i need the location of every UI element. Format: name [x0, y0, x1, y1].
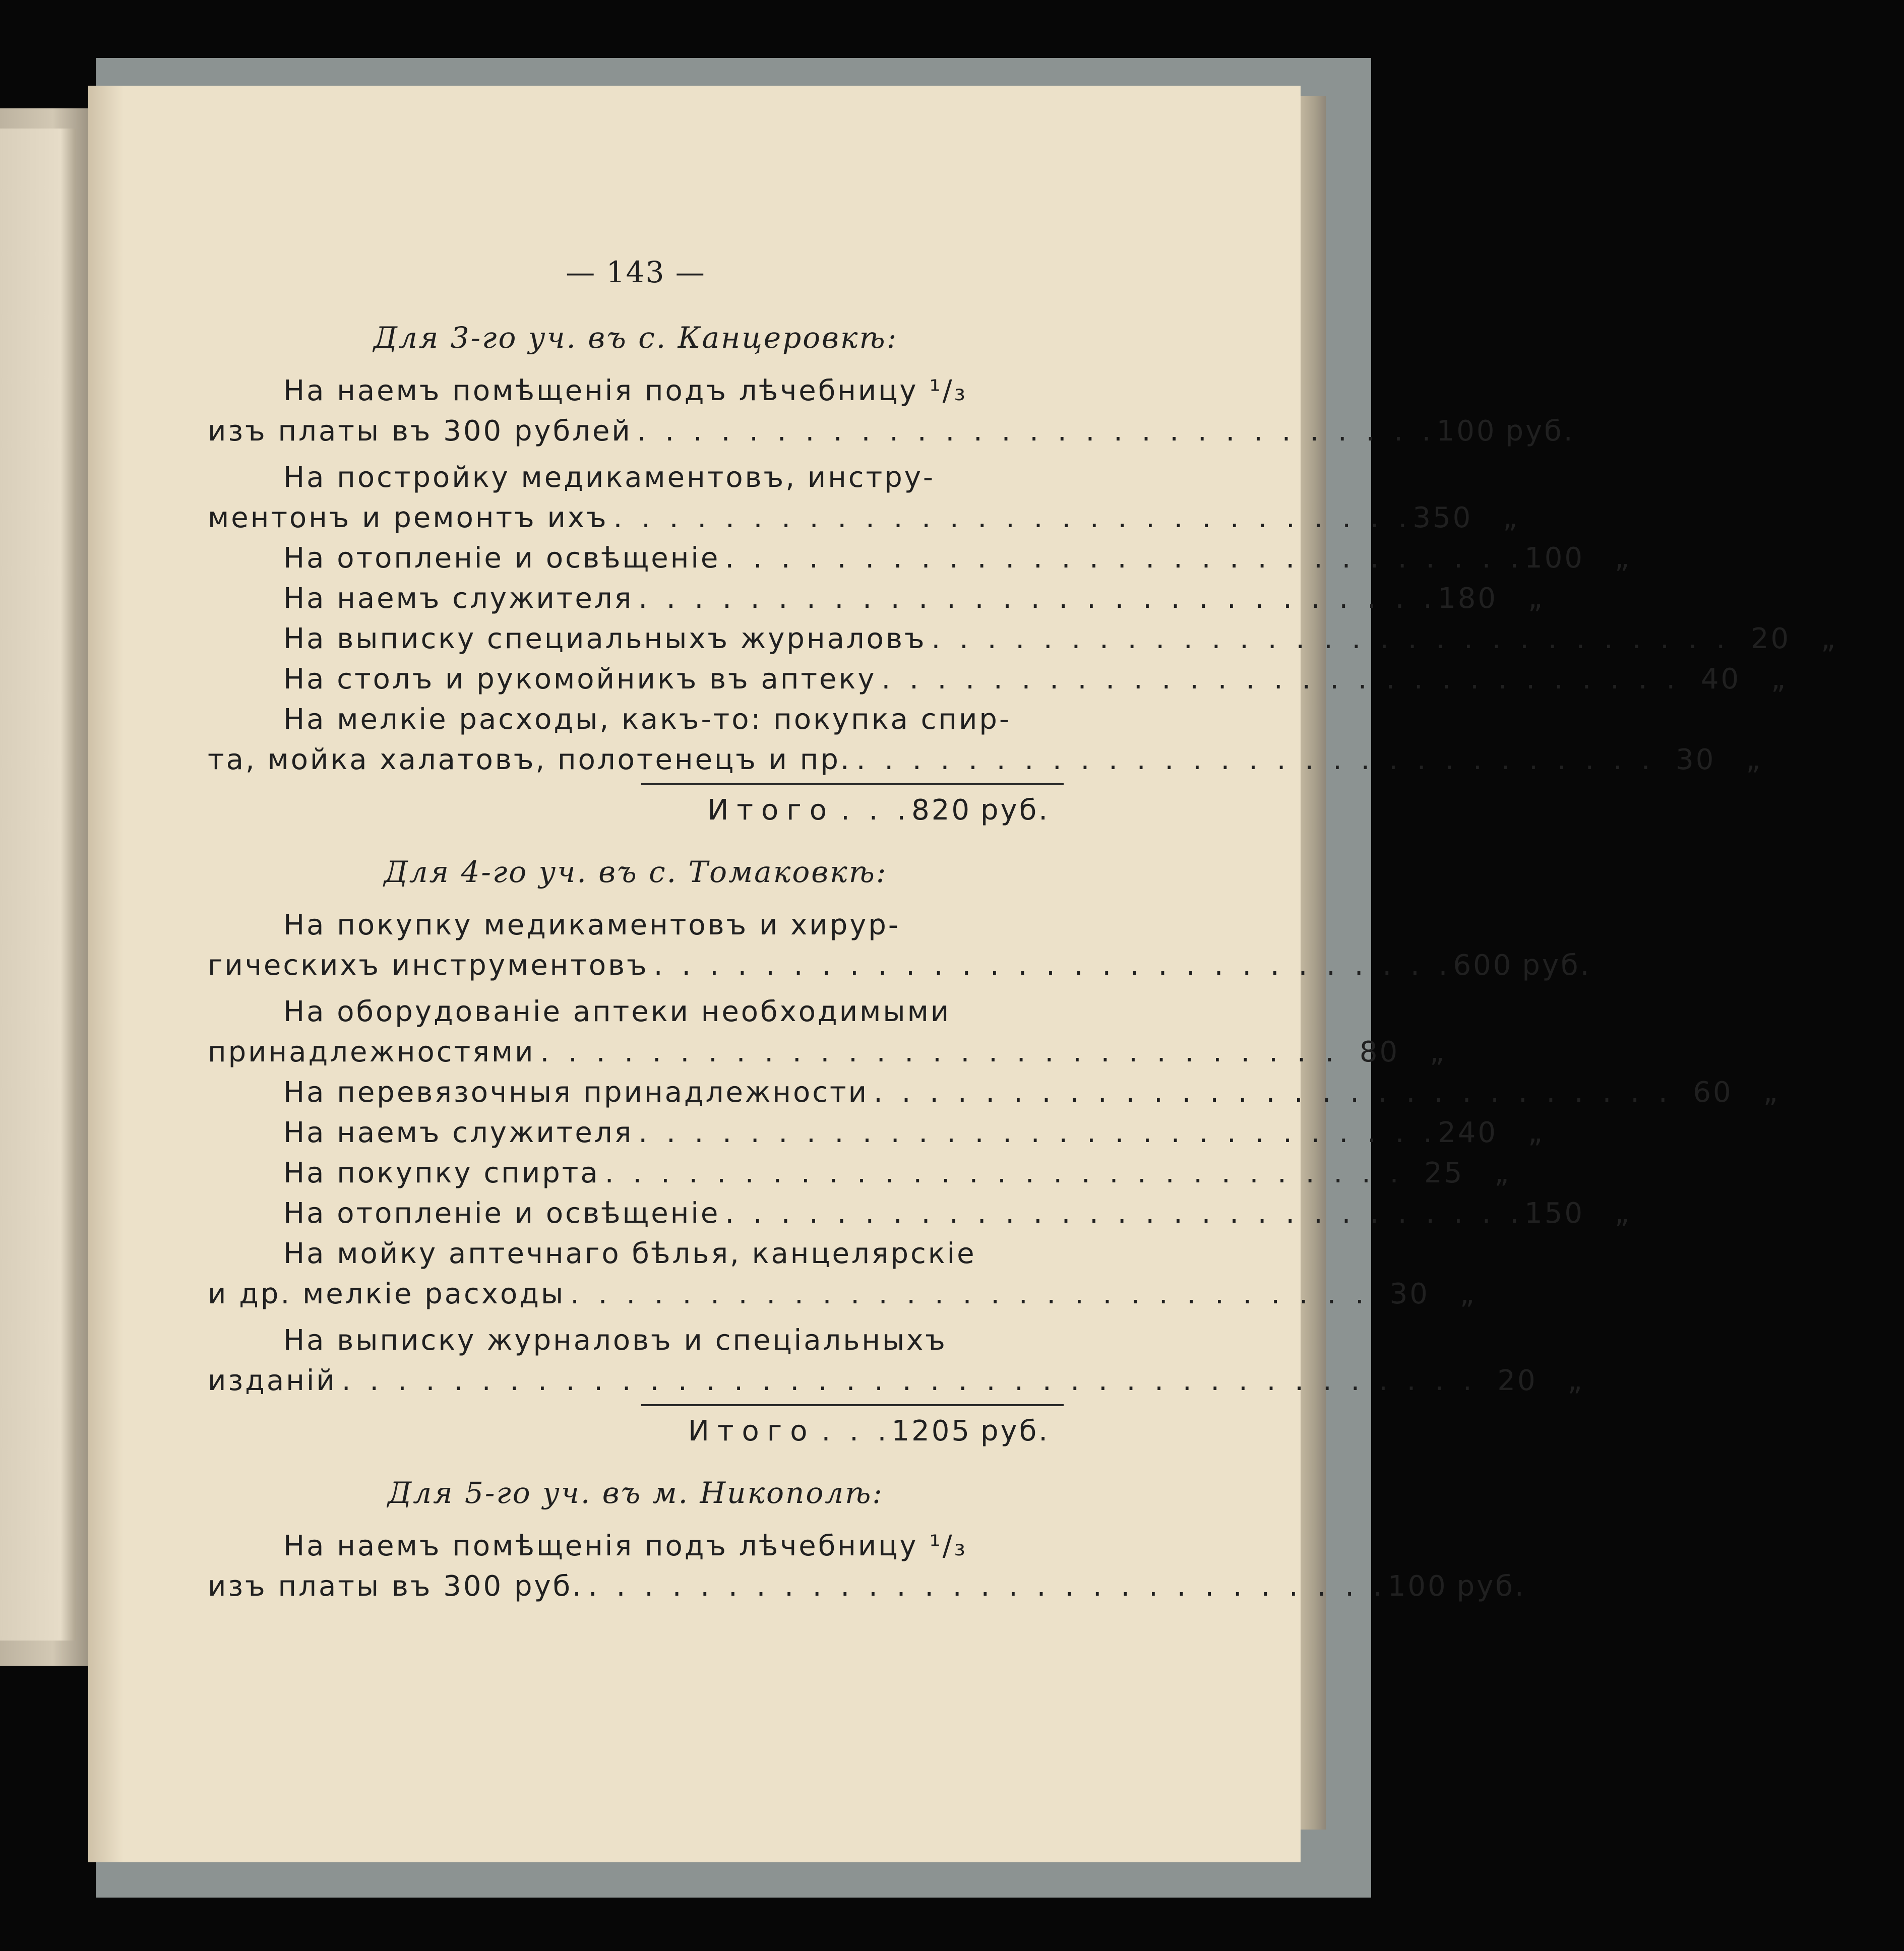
expense-amount: 240: [1438, 1116, 1498, 1149]
expense-amount: 60: [1693, 1076, 1733, 1109]
leader-dots: . . . . . . . . . . . . . . . . . . . . . . . . . . . . .: [570, 1278, 1369, 1310]
currency-unit: руб.: [980, 794, 1050, 827]
expense-amount: 30: [1389, 1278, 1430, 1310]
leader-dots: . . .: [821, 1415, 892, 1447]
leader-dots: . . . . . . . . . . . . . . . . . . . . . . . . . . . . .: [856, 743, 1655, 776]
expense-first-line: На наемъ помѣщенія подъ лѣчебницу ¹/₃: [283, 374, 968, 407]
expense-label: и др. мелкіе расходы: [208, 1278, 566, 1310]
expense-line: [208, 1113, 1545, 1153]
leader-dots: . . . . . . . . . . . . . . . . . . . . . . . . . . . . . . . . . . . . . . . . .: [341, 1364, 1477, 1397]
expense-amount: 40: [1700, 663, 1741, 696]
expense-line: [208, 1566, 1526, 1607]
expense-amount: 25: [1424, 1157, 1464, 1189]
expense-first-line: На оборудованіе аптеки необходимыми: [283, 995, 951, 1028]
expense-label: та, мойка халатовъ, полотенецъ и пр.: [208, 743, 851, 776]
expense-line: [208, 1274, 1477, 1314]
expense-amount: 150: [1524, 1197, 1585, 1230]
expense-label: На отопленіе и освѣщеніе: [283, 542, 720, 575]
expense-amount: 30: [1676, 743, 1716, 776]
expense-line: [208, 1153, 1511, 1193]
ditto-mark: „: [1746, 743, 1763, 776]
expense-label: изданій: [208, 1364, 337, 1397]
expense-amount: 20: [1497, 1364, 1538, 1397]
currency-unit: руб.: [1456, 1570, 1526, 1603]
leader-dots: . . . . . . . . . . . . . . . . . . . . . . . . . . . . .: [725, 542, 1524, 575]
expense-item: [208, 1526, 1064, 1566]
expense-first-line: На наемъ помѣщенія подъ лѣчебницу ¹/₃: [283, 1530, 968, 1562]
expense-label: гическихъ инструментовъ: [208, 949, 649, 982]
expense-first-line: На мойку аптечнаго бѣлья, канцелярскіе: [283, 1237, 976, 1270]
expense-label: изъ платы въ 300 руб.: [208, 1570, 583, 1603]
expense-item: [208, 1234, 1064, 1274]
leader-dots: . . .: [840, 794, 911, 827]
section-heading: Для 5-го уч. въ м. Никополѣ:: [388, 1476, 884, 1510]
expense-item: [208, 700, 1064, 740]
expense-amount: 180: [1438, 582, 1498, 615]
ditto-mark: „: [1459, 1278, 1477, 1310]
expense-label: На наемъ служителя: [283, 1116, 634, 1149]
page-gutter-shadow: [88, 86, 124, 1862]
ditto-mark: „: [1615, 1197, 1632, 1230]
expense-item: [208, 992, 1064, 1032]
expense-amount: 80: [1359, 1036, 1400, 1068]
expense-item: [208, 905, 1064, 946]
expense-amount: 100: [1524, 542, 1585, 575]
leader-dots: . . . . . . . . . . . . . . . . . . . . . . . . . . . . .: [874, 1076, 1673, 1109]
leader-dots: . . . . . . . . . . . . . . . . . . . . . . . . . . . . .: [588, 1570, 1387, 1603]
ditto-mark: „: [1528, 1116, 1545, 1149]
expense-line: [208, 1073, 1780, 1113]
leader-dots: . . . . . . . . . . . . . . . . . . . . . . . . . . . . .: [931, 622, 1731, 655]
expense-first-line: На постройку медикаментовъ, инстру-: [283, 461, 936, 494]
total-label: Итого: [707, 794, 835, 827]
leader-dots: . . . . . . . . . . . . . . . . . . . . . . . . . . . . .: [638, 1116, 1437, 1149]
page-text: [208, 252, 1838, 1607]
ditto-mark: „: [1528, 582, 1545, 615]
expense-line: [208, 619, 1838, 659]
expense-label: На покупку спирта: [283, 1157, 600, 1189]
expense-amount: 350: [1412, 501, 1473, 534]
currency-unit: руб.: [1505, 415, 1575, 448]
section-total: [208, 790, 1064, 831]
leader-dots: . . . . . . . . . . . . . . . . . . . . . . . . . . . . .: [881, 663, 1681, 696]
expense-line: [208, 1193, 1632, 1234]
expense-line: [208, 946, 1591, 986]
page-number: — 143 —: [566, 255, 706, 289]
expense-label: На выписку специальныхъ журналовъ: [283, 622, 927, 655]
expense-label: принадлежностями: [208, 1036, 535, 1068]
expense-item: [208, 458, 1064, 498]
ditto-mark: „: [1771, 663, 1788, 696]
leader-dots: . . . . . . . . . . . . . . . . . . . . . . . . . . . . .: [653, 949, 1453, 982]
expense-label: На отопленіе и освѣщеніе: [283, 1197, 720, 1230]
ditto-mark: „: [1503, 501, 1520, 534]
expense-item: [208, 371, 1064, 411]
ditto-mark: „: [1494, 1157, 1511, 1189]
leader-dots: . . . . . . . . . . . . . . . . . . . . . . . . . . . . .: [613, 501, 1412, 534]
section-heading: Для 3-го уч. въ с. Канцеровкѣ:: [373, 321, 898, 355]
ditto-mark: „: [1763, 1076, 1780, 1109]
total-label: Итого: [688, 1415, 816, 1447]
expense-label: На наемъ служителя: [283, 582, 634, 615]
leader-dots: . . . . . . . . . . . . . . . . . . . . . . . . . . . . .: [540, 1036, 1339, 1068]
expense-item: [208, 1320, 1064, 1361]
expense-line: [208, 1032, 1447, 1073]
expense-first-line: На выписку журналовъ и спеціальныхъ: [283, 1324, 947, 1357]
expense-amount: 100: [1387, 1570, 1448, 1603]
expense-line: [208, 659, 1788, 700]
leader-dots: . . . . . . . . . . . . . . . . . . . . . . . . . . . . .: [638, 582, 1437, 615]
total-amount: 1205: [891, 1415, 971, 1447]
expense-label: На перевязочныя принадлежности: [283, 1076, 869, 1109]
ditto-mark: „: [1430, 1036, 1447, 1068]
ditto-mark: „: [1821, 622, 1838, 655]
expense-line: [208, 740, 1763, 783]
expense-line: [208, 579, 1545, 619]
expense-label: На столъ и рукомойникъ въ аптеку: [283, 663, 877, 696]
expense-line: [208, 411, 1575, 452]
leader-dots: . . . . . . . . . . . . . . . . . . . . . . . . . . . . .: [637, 415, 1436, 448]
expense-first-line: На покупку медикаментовъ и хирур-: [283, 909, 901, 941]
currency-unit: руб.: [980, 1415, 1050, 1447]
leader-dots: . . . . . . . . . . . . . . . . . . . . . . . . . . . . .: [725, 1197, 1524, 1230]
expense-line: [208, 498, 1520, 538]
currency-unit: руб.: [1522, 949, 1591, 982]
expense-amount: 20: [1750, 622, 1791, 655]
expense-amount: 600: [1453, 949, 1513, 982]
expense-first-line: На мелкіе расходы, какъ-то: покупка спир-: [283, 703, 1012, 736]
leader-dots: . . . . . . . . . . . . . . . . . . . . . . . . . . . . .: [604, 1157, 1404, 1189]
expense-amount: 100: [1436, 415, 1497, 448]
expense-label: изъ платы въ 300 рублей: [208, 415, 632, 448]
total-amount: 820: [911, 794, 971, 827]
ditto-mark: „: [1567, 1364, 1584, 1397]
expense-line: [208, 1361, 1584, 1404]
section-heading: Для 4-го уч. въ с. Томаковкѣ:: [384, 855, 888, 889]
expense-line: [208, 538, 1632, 579]
expense-label: ментонъ и ремонтъ ихъ: [208, 501, 608, 534]
left-page-edge: [0, 129, 76, 1641]
section-total: [208, 1411, 1064, 1452]
ditto-mark: „: [1615, 542, 1632, 575]
